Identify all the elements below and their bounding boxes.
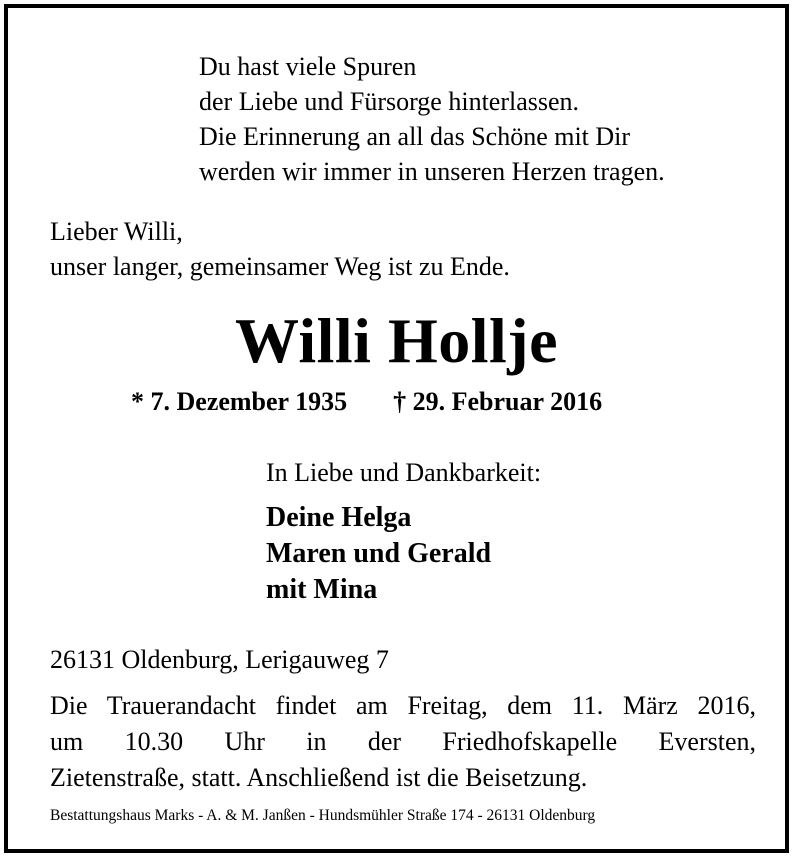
address-line: unser langer, gemeinsamer Weg ist zu Ende. xyxy=(50,252,510,281)
obituary-notice xyxy=(4,4,789,853)
service-line: Zietenstraße, statt. Anschließend ist die Beisetzung. xyxy=(50,763,588,792)
personal-address xyxy=(50,214,510,284)
deceased-name: Willi Hollje xyxy=(234,305,559,376)
memorial-poem xyxy=(199,49,665,189)
life-dates xyxy=(131,386,602,418)
mourners-list xyxy=(266,500,491,608)
funeral-service-info xyxy=(50,688,756,796)
birth-date: * 7. Dezember 1935 xyxy=(131,387,348,416)
poem-line: werden wir immer in unseren Herzen tragen. xyxy=(199,157,665,186)
mourner-name: Deine Helga xyxy=(266,502,412,533)
mourner-name: mit Mina xyxy=(266,574,378,605)
death-date: † 29. Februar 2016 xyxy=(393,387,603,416)
service-line: um 10.30 Uhr in der Friedhofskapelle Eversten, xyxy=(50,727,756,756)
address-line: Lieber Willi, xyxy=(50,217,183,246)
poem-line: der Liebe und Fürsorge hinterlassen. xyxy=(199,87,580,116)
mourners-intro: In Liebe und Dankbarkeit: xyxy=(266,458,542,487)
service-line: Die Trauerandacht findet am Freitag, dem 11. März 2016, xyxy=(50,691,756,720)
funeral-home-footer: Bestattungshaus Marks - A. & M. Janßen - Hundsmühler Straße 174 - 26131 Oldenburg xyxy=(50,807,596,824)
mourner-name: Maren und Gerald xyxy=(266,538,492,569)
poem-line: Die Erinnerung an all das Schöne mit Dir xyxy=(199,122,631,151)
poem-line: Du hast viele Spuren xyxy=(199,52,417,81)
residence-address: 26131 Oldenburg, Lerigauweg 7 xyxy=(50,645,389,674)
